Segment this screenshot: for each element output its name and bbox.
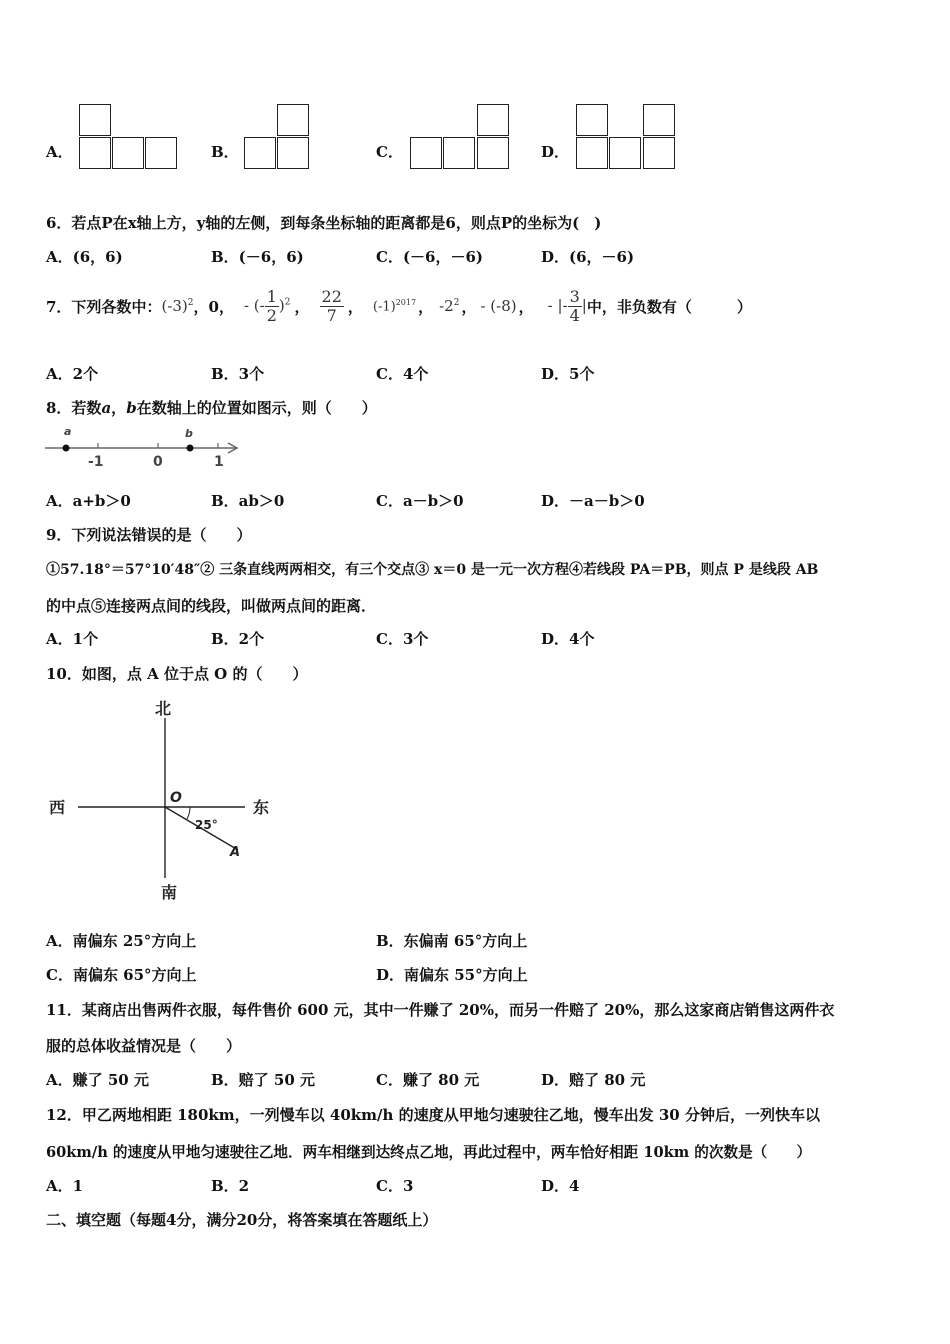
q12-line-2: 60km/h 的速度从甲地匀速驶往乙地．两车相继到达终点乙地，再此过程中，两车恰好相距 10km 的次数是（ ） [46,1144,812,1161]
q9-option-a: A．1个 [46,630,99,648]
q8-point-a [63,445,70,452]
q10-direction-figure [40,690,290,910]
q10-label-west: 西 [49,798,66,817]
q8-option-c: C．a－b＞0 [376,492,464,510]
q10-label-south: 南 [161,883,178,902]
q6-option-a: A．(6，6) [46,248,123,266]
q9-option-d: D．4个 [541,630,595,648]
q7-sep-4: ， [418,297,434,316]
q7-suffix: 中，非负数有（ ） [586,297,752,316]
q12-option-d: D．4 [541,1177,580,1195]
q7-option-c: C．4个 [376,365,429,383]
q11-option-d: D．赔了 80 元 [541,1071,646,1089]
q9-option-c: C．3个 [376,630,429,648]
q7-stem [46,280,752,332]
q11-line-2: 服的总体收益情况是（ ） [46,1037,242,1055]
q8-point-b [187,445,194,452]
q7-term-3: $\frac{22}{7}$ [321,286,342,325]
q5-option-a-letter: A． [46,143,73,161]
q8-label-b: b [185,427,193,440]
q10-option-c: C．南偏东 65°方向上 [46,966,197,984]
q12-option-b: B．2 [211,1177,250,1195]
q7-term-7: - |- $\frac{3}{4}$ | [547,286,587,325]
q7-term-2: - (- $\frac{1}{2}$ )$^2$ [243,286,291,325]
q12-option-c: C．3 [376,1177,414,1195]
q12-option-a: A．1 [46,1177,84,1195]
q8-label-a: a [64,425,72,438]
q11-option-b: B．赔了 50 元 [211,1071,315,1089]
q7-option-d: D．5个 [541,365,595,383]
q7-sep-6: ， [518,297,534,316]
section-2-title: 二、填空题（每题4分，满分20分，将答案填在答题纸上） [46,1211,438,1229]
q6-option-b: B．(－6，6) [211,248,304,266]
q10-option-b: B．东偏南 65°方向上 [376,932,528,950]
q6-option-d: D．(6，－6) [541,248,635,266]
q11-option-a: A．赚了 50 元 [46,1071,149,1089]
q8-option-b: B．ab＞0 [211,492,285,510]
q6-option-c: C．(－6，－6) [376,248,484,266]
q8-label-0: 0 [153,454,163,470]
q7-option-b: B．3个 [211,365,265,383]
q8-number-line [40,422,250,472]
q10-label-origin: O [170,790,182,806]
q10-stem: 10．如图，点 A 位于点 O 的（ ） [46,665,308,683]
q8-option-d: D．－a－b＞0 [541,492,645,510]
q7-term-1: $(-3)^2$ [161,297,194,315]
q7-term-4: $(-1)^{2017}$ [372,297,417,315]
q8-stem: 8．若数a，b在数轴上的位置如图示，则（ ） [46,399,377,417]
q10-option-a: A．南偏东 25°方向上 [46,932,197,950]
q7-sep-5: ， [461,297,477,316]
q5-option-c-letter: C． [376,143,403,161]
q7-sep-2: ， [294,297,310,316]
q7-prefix: 7．下列各数中： [46,297,162,316]
q5-option-d-letter: D． [541,143,570,161]
q10-label-point-a: A [230,845,241,860]
q9-option-b: B．2个 [211,630,265,648]
q10-label-north: 北 [155,699,172,718]
q9-stem: 9．下列说法错误的是（ ） [46,526,252,544]
q5-option-b-letter: B． [211,143,239,161]
q7-sep-3: ， [347,297,363,316]
q8-label-neg1: -1 [88,454,104,470]
q11-option-c: C．赚了 80 元 [376,1071,480,1089]
q12-line-1: 12．甲乙两地相距 180km，一列慢车以 40km/h 的速度从甲地匀速驶往乙地，慢车出发 30 分钟后，一列快车以 [46,1106,820,1124]
q7-term-6: - (-8) [480,297,517,315]
q10-label-east: 东 [253,798,270,817]
q6-stem: 6．若点P在x轴上方，y轴的左侧，到每条坐标轴的距离都是6，则点P的坐标为( ) [46,214,602,232]
q10-angle-arc [187,807,190,819]
q10-option-d: D．南偏东 55°方向上 [376,966,528,984]
q7-sep-1: ，0， [193,297,234,316]
q8-label-1: 1 [214,454,224,470]
q9-line-2: 的中点⑤连接两点间的线段，叫做两点间的距离． [46,597,377,615]
q7-option-a: A．2个 [46,365,99,383]
q11-line-1: 11．某商店出售两件衣服，每件售价 600 元，其中一件赚了 20%，而另一件赔了 20%，那么这家商店销售这两件衣 [46,1001,835,1019]
q10-label-angle: 25° [195,818,218,832]
q8-option-a: A．a+b＞0 [46,492,131,510]
q7-term-5: $-2^2$ [439,297,460,315]
q9-line-1: ①57.18°＝57°10′48″② 三条直线两两相交，有三个交点③ x＝0 是一元一次方程④若线段 PA＝PB，则点 P 是线段 AB [46,562,819,578]
